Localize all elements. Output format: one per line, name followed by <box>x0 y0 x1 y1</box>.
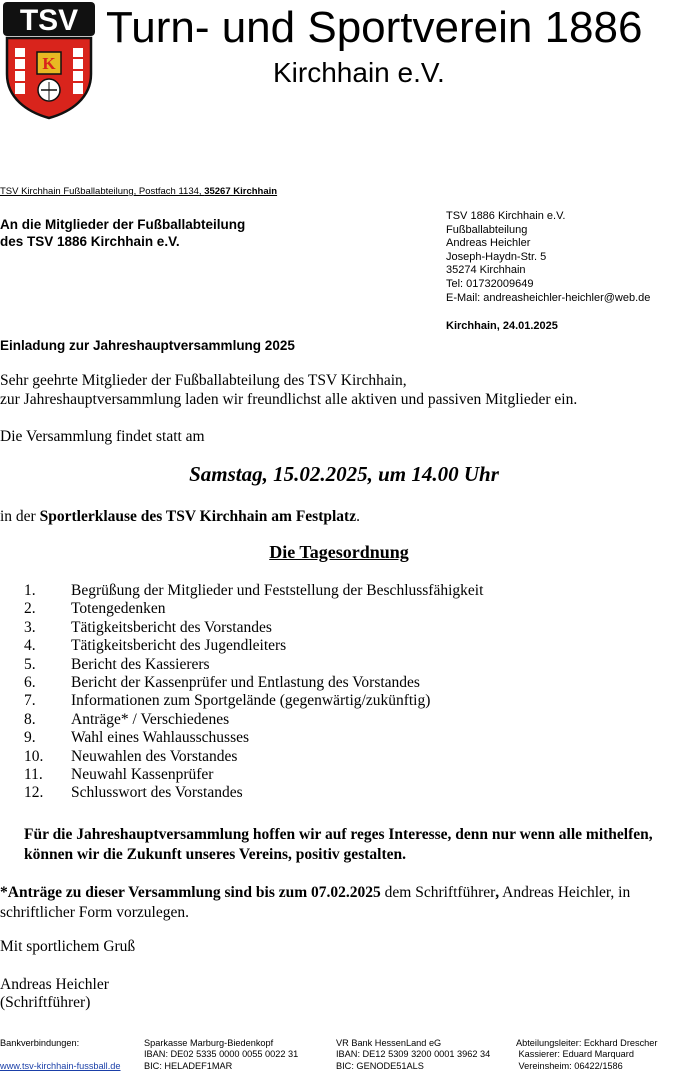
greeting-line: zur Jahreshauptversammlung laden wir freundlichst alle aktiven und passiven Mitglieder ein. <box>0 391 578 408</box>
agenda-list <box>24 582 483 803</box>
agenda-number: 10. <box>24 747 44 765</box>
agenda-text: Bericht des Kassierers <box>71 655 210 673</box>
sender-line: Fußballabteilung <box>446 223 528 236</box>
venue-prefix: in der <box>0 508 40 525</box>
agenda-item <box>24 748 483 766</box>
deadline-paragraph <box>0 883 630 923</box>
meeting-venue <box>0 507 360 526</box>
meeting-intro: Die Versammlung findet statt am <box>0 428 205 445</box>
footer-label: Bankverbindungen: <box>0 1038 80 1048</box>
footer-bic: BIC: GENODE51ALS <box>336 1060 424 1071</box>
footer-col-vrbank <box>336 1038 490 1072</box>
regards: Mit sportlichem Gruß <box>0 938 136 955</box>
agenda-item <box>24 600 483 618</box>
agenda-text: Schlusswort des Vorstandes <box>71 784 243 802</box>
agenda-item <box>24 784 483 802</box>
agenda-text: Neuwahl Kassenprüfer <box>71 766 214 784</box>
agenda-number: 1. <box>24 582 36 599</box>
footer-iban: IBAN: DE02 5335 0000 0055 0022 31 <box>144 1049 299 1060</box>
agenda-number: 5. <box>24 655 36 673</box>
signer-role: (Schriftführer) <box>0 994 91 1011</box>
recipient-line: des TSV 1886 Kirchhain e.V. <box>0 234 180 249</box>
greeting-line: Sehr geehrte Mitglieder der Fußballabteilung des TSV Kirchhain, <box>0 372 407 389</box>
footer-col-sparkasse <box>144 1038 298 1072</box>
meeting-datetime: Samstag, 15.02.2025, um 14.00 Uhr <box>189 462 499 486</box>
letter-date: Kirchhain, 24.01.2025 <box>446 320 558 332</box>
agenda-text: Neuwahlen des Vorstandes <box>71 747 238 765</box>
deadline-bold: *Anträge zu dieser Versammlung sind bis zum 07.02.2025 <box>0 884 381 901</box>
agenda-number: 7. <box>24 692 36 710</box>
footer-cashier: Kassierer: Eduard Marquard <box>516 1049 634 1060</box>
sender-line: TSV 1886 Kirchhain e.V. <box>446 210 566 222</box>
website-link[interactable]: www.tsv-kirchhain-fussball.de <box>0 1060 121 1071</box>
return-address-city: 35267 Kirchhain <box>204 186 278 197</box>
agenda-item <box>24 637 483 655</box>
agenda-text: Begrüßung der Mitglieder und Feststellung der Beschlussfähigkeit <box>71 582 484 599</box>
sender-email: E-Mail: andreasheichler-heichler@web.de <box>446 291 651 304</box>
club-title: Turn- und Sportverein 1886 <box>106 3 643 52</box>
footer-bic: BIC: HELADEF1MAR <box>144 1060 233 1071</box>
agenda-item <box>24 674 483 692</box>
agenda-item <box>24 656 483 674</box>
signature-block <box>0 976 109 1012</box>
closing-paragraph <box>24 825 653 865</box>
signer-name: Andreas Heichler <box>0 976 109 993</box>
club-subtitle: Kirchhain e.V. <box>273 57 445 88</box>
agenda-title: Die Tagesordnung <box>269 542 409 562</box>
footer-iban: IBAN: DE12 5309 3200 0001 3962 34 <box>336 1049 491 1060</box>
return-address <box>0 186 277 197</box>
sender-line: Tel: 01732009649 <box>446 277 534 290</box>
agenda-text: Bericht der Kassenprüfer und Entlastung des Vorstandes <box>71 674 420 692</box>
footer-col-bank-label <box>0 1038 121 1072</box>
closing-line: können wir die Zukunft unseres Vereins, positiv gestalten. <box>24 846 406 863</box>
agenda-number: 3. <box>24 618 36 636</box>
logo-text: TSV <box>19 4 79 37</box>
sender-line: 35274 Kirchhain <box>446 264 526 277</box>
logo-badge-letter: K <box>42 54 56 73</box>
footer-clubhouse: Vereinsheim: 06422/1586 <box>516 1060 623 1071</box>
greeting-paragraph <box>0 371 577 409</box>
agenda-item <box>24 582 483 600</box>
sender-line: Andreas Heichler <box>446 237 531 250</box>
agenda-item <box>24 619 483 637</box>
venue-place: Sportlerklause des TSV Kirchhain am Festplatz <box>39 508 357 525</box>
club-logo <box>3 2 95 120</box>
agenda-number: 4. <box>24 637 36 655</box>
footer-col-contacts <box>516 1038 657 1072</box>
venue-suffix: . <box>356 508 360 525</box>
letter-subject: Einladung zur Jahreshauptversammlung 2025 <box>0 338 295 353</box>
footer-bank-name: VR Bank HessenLand eG <box>336 1038 442 1048</box>
sender-line: Joseph-Haydn-Str. 5 <box>446 250 547 263</box>
deadline-mid: dem Schriftführer <box>380 884 496 901</box>
agenda-number: 12. <box>24 784 44 802</box>
recipient-line: An die Mitglieder der Fußballabteilung <box>0 217 246 232</box>
club-crest-icon <box>3 2 95 120</box>
footer-head: Abteilungsleiter: Eckhard Drescher <box>516 1038 658 1048</box>
agenda-text: Anträge* / Verschiedenes <box>71 710 230 728</box>
agenda-number: 6. <box>24 674 36 692</box>
sender-block <box>446 210 650 305</box>
agenda-text: Wahl eines Wahlausschusses <box>71 729 250 747</box>
deadline-rest: Andreas Heichler, in <box>499 884 631 901</box>
agenda-text: Tätigkeitsbericht des Jugendleiters <box>71 637 287 655</box>
deadline-line: schriftlicher Form vorzulegen. <box>0 904 189 921</box>
agenda-item <box>24 692 483 710</box>
agenda-item <box>24 729 483 747</box>
agenda-text: Totengedenken <box>71 600 166 618</box>
return-address-text: TSV Kirchhain Fußballabteilung, Postfach 1134, <box>0 186 205 197</box>
agenda-item <box>24 711 483 729</box>
deadline-comma: , <box>495 884 500 901</box>
agenda-text: Tätigkeitsbericht des Vorstandes <box>71 618 272 636</box>
agenda-item <box>24 766 483 784</box>
deadline-line <box>0 883 630 903</box>
agenda-number: 9. <box>24 729 36 747</box>
agenda-number: 8. <box>24 710 36 728</box>
agenda-text: Informationen zum Sportgelände (gegenwärtig/zukünftig) <box>71 692 431 710</box>
closing-line: Für die Jahreshauptversammlung hoffen wir auf reges Interesse, denn nur wenn alle mithelfen, <box>24 826 653 843</box>
recipient-block <box>0 216 245 250</box>
footer-bank-name: Sparkasse Marburg-Biedenkopf <box>144 1038 274 1048</box>
agenda-number: 11. <box>24 766 43 784</box>
agenda-number: 2. <box>24 600 36 618</box>
